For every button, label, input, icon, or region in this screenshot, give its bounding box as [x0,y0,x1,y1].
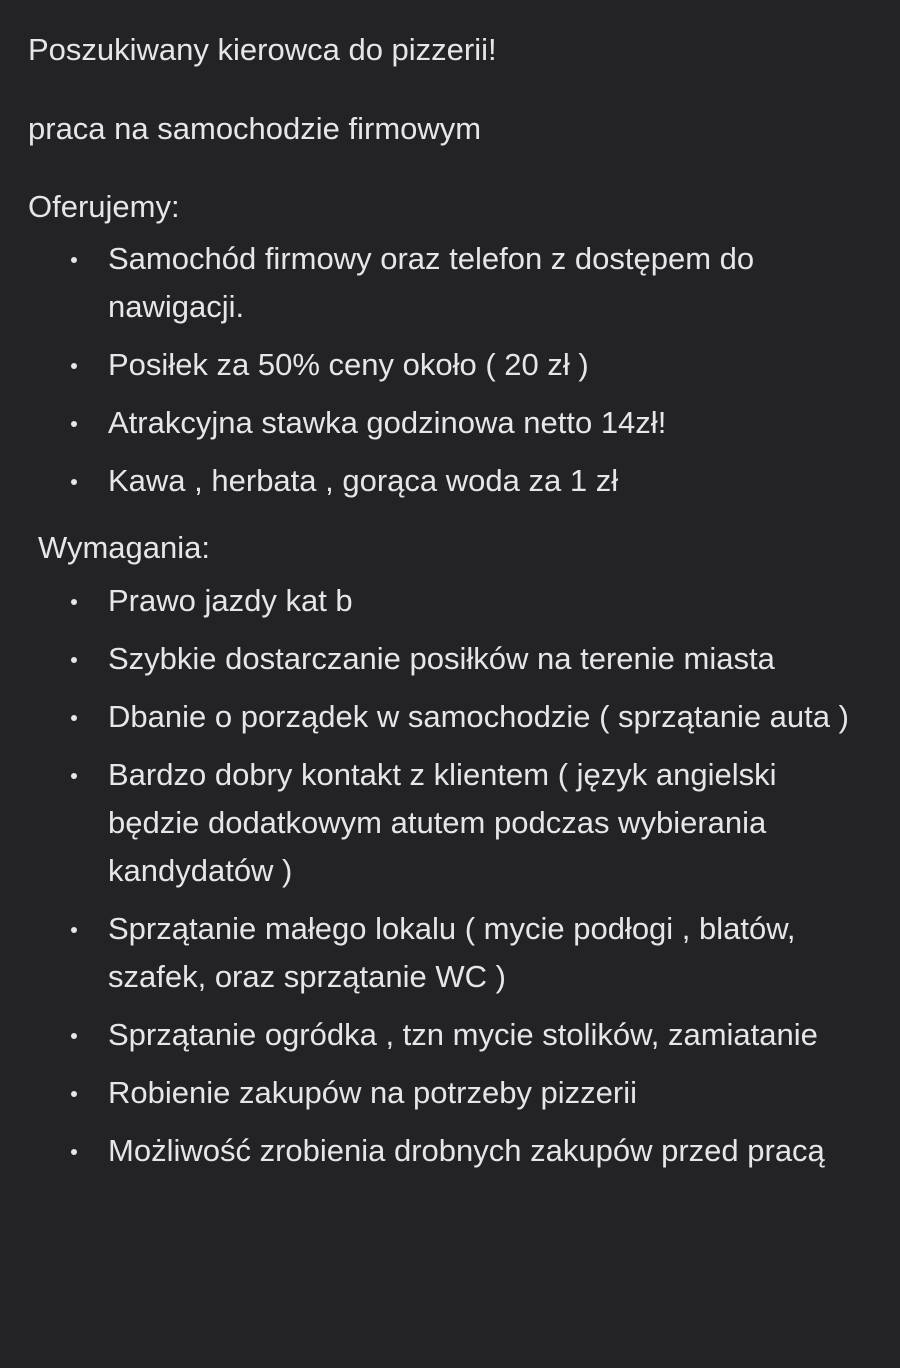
bullet-icon [71,363,77,369]
bullet-icon [71,657,77,663]
requirements-heading: Wymagania: [38,530,211,565]
list-item [28,235,868,331]
list-item [28,1069,868,1117]
list-item [28,905,868,1001]
list-item-text: Kawa , herbata , gorąca woda za 1 zł [108,463,619,498]
bullet-icon [71,1091,77,1097]
list-item [28,751,868,895]
list-item-text: Dbanie o porządek w samochodzie ( sprzątanie auta ) [108,699,849,734]
list-item-text: Sprzątanie małego lokalu ( mycie podłogi , blatów, szafek, oraz sprzątanie WC ) [108,911,796,994]
list-item-text: Prawo jazdy kat b [108,583,353,618]
bullet-icon [71,1033,77,1039]
bullet-icon [71,479,77,485]
post-title: Poszukiwany kierowca do pizzerii! [28,32,497,67]
list-item [28,1127,868,1175]
bullet-icon [71,599,77,605]
list-item-text: Szybkie dostarczanie posiłków na terenie miasta [108,641,775,676]
list-item-text: Bardzo dobry kontakt z klientem ( język angielski będzie dodatkowym atutem podczas wybierania kandydatów ) [108,757,777,888]
list-item [28,1011,868,1059]
list-item [28,341,868,389]
post-subtitle: praca na samochodzie firmowym [28,111,482,146]
list-item-text: Sprzątanie ogródka , tzn mycie stolików, zamiatanie [108,1017,818,1052]
bullet-icon [71,1149,77,1155]
list-item [28,577,868,625]
requirements-list [28,577,872,1175]
list-item-text: Możliwość zrobienia drobnych zakupów przed pracą [108,1133,825,1168]
offer-heading: Oferujemy: [28,189,180,224]
bullet-icon [71,715,77,721]
list-item [28,693,868,741]
list-item-text: Atrakcyjna stawka godzinowa netto 14zł! [108,405,667,440]
list-item-text: Posiłek za 50% ceny około ( 20 zł ) [108,347,589,382]
bullet-icon [71,421,77,427]
list-item [28,457,868,505]
bullet-icon [71,773,77,779]
bullet-icon [71,257,77,263]
list-item [28,635,868,683]
list-item [28,399,868,447]
list-item-text: Samochód firmowy oraz telefon z dostępem do nawigacji. [108,241,755,324]
offer-list [28,235,872,505]
list-item-text: Robienie zakupów na potrzeby pizzerii [108,1075,638,1110]
bullet-icon [71,927,77,933]
